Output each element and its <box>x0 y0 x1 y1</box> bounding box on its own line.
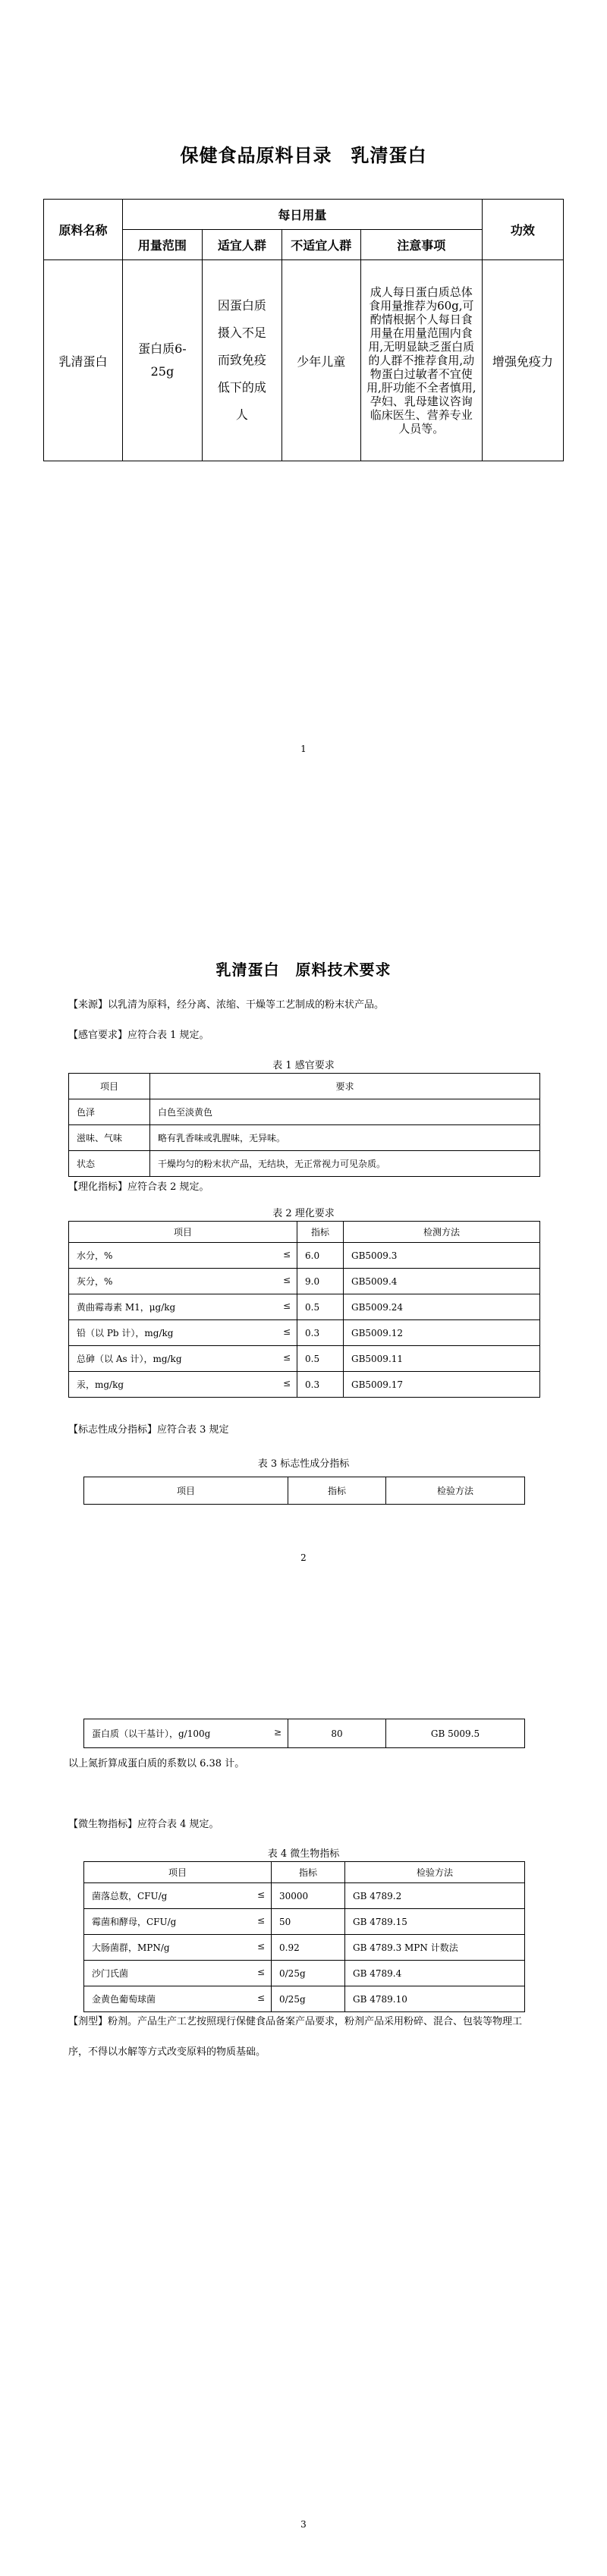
t4-item-text: 菌落总数，CFU/g <box>92 1891 168 1901</box>
t2-op: ≤ <box>282 1352 291 1363</box>
t4-header-limit: 指标 <box>272 1862 345 1883</box>
t4-row-limit: 30000 <box>272 1883 345 1909</box>
t2-header-method: 检测方法 <box>344 1222 540 1243</box>
t2-row-item <box>69 1346 297 1372</box>
t2-row-limit: 0.3 <box>297 1320 344 1346</box>
t3-header-limit: 指标 <box>288 1477 386 1505</box>
t4-row-item <box>84 1883 272 1909</box>
t2-row-method: GB5009.4 <box>344 1269 540 1294</box>
table1-caption: 表 1 感官要求 <box>272 1060 335 1071</box>
header-suitable: 适宜人群 <box>202 230 281 260</box>
t2-op: ≤ <box>282 1301 291 1311</box>
t4-op: ≤ <box>256 1915 265 1926</box>
marker-table <box>83 1477 525 1505</box>
t3-header-method: 检验方法 <box>386 1477 525 1505</box>
t2-op: ≤ <box>282 1249 291 1260</box>
phys-intro: 【理化指标】应符合表 2 规定。 <box>68 1181 209 1193</box>
marker-intro: 【标志性成分指标】应符合表 3 规定 <box>68 1424 229 1436</box>
t4-row-item <box>84 1935 272 1961</box>
t2-row-item <box>69 1269 297 1294</box>
row-effect: 增强免疫力 <box>482 260 563 461</box>
header-name: 原料名称 <box>44 200 123 260</box>
t1-row-req: 白色至淡黄色 <box>150 1099 540 1125</box>
t4-header-item: 项目 <box>84 1862 272 1883</box>
t1-header-item: 项目 <box>69 1074 150 1099</box>
t1-row-req: 略有乳香味或乳腥味，无异味。 <box>150 1125 540 1151</box>
t2-row-limit: 0.5 <box>297 1346 344 1372</box>
page2-title: 乳清蛋白 原料技术要求 <box>215 961 392 979</box>
t4-row-method: GB 4789.10 <box>345 1986 525 2012</box>
page-number-3: 3 <box>300 2519 307 2530</box>
t4-row-method: GB 4789.15 <box>345 1909 525 1935</box>
t2-op: ≤ <box>282 1378 291 1389</box>
t1-row-item: 滋味、气味 <box>69 1125 150 1151</box>
t4-row-limit: 0.92 <box>272 1935 345 1961</box>
t2-row-method: GB5009.17 <box>344 1372 540 1398</box>
t1-header-req: 要求 <box>150 1074 540 1099</box>
row-name: 乳清蛋白 <box>44 260 123 461</box>
phys-table <box>68 1221 540 1398</box>
t4-item-text: 霉菌和酵母，CFU/g <box>92 1917 177 1927</box>
t4-row-item <box>84 1909 272 1935</box>
t4-row-method: GB 4789.4 <box>345 1961 525 1986</box>
page-number-1: 1 <box>300 744 307 754</box>
conversion-note: 以上氮折算成蛋白质的系数以 6.38 计。 <box>68 1758 245 1769</box>
t3-op: ≥ <box>273 1727 281 1738</box>
table3-caption: 表 3 标志性成分指标 <box>257 1458 350 1470</box>
header-range: 用量范围 <box>122 230 202 260</box>
t2-row-limit: 0.3 <box>297 1372 344 1398</box>
t2-item-text: 总砷（以 As 计），mg/kg <box>77 1354 182 1364</box>
t4-op: ≤ <box>256 1967 265 1977</box>
t4-row-limit: 0/25g <box>272 1986 345 2012</box>
t4-row-limit: 50 <box>272 1909 345 1935</box>
t2-header-item: 项目 <box>69 1222 297 1243</box>
micro-table <box>83 1861 525 2012</box>
t3-row-limit: 80 <box>288 1719 386 1748</box>
t2-item-text: 水分，% <box>77 1250 113 1261</box>
catalog-table <box>43 199 564 461</box>
t2-row-item <box>69 1243 297 1269</box>
t2-row-method: GB5009.24 <box>344 1294 540 1320</box>
t2-row-limit: 6.0 <box>297 1243 344 1269</box>
t4-op: ≤ <box>256 1941 265 1952</box>
micro-intro: 【微生物指标】应符合表 4 规定。 <box>68 1819 219 1830</box>
t2-row-limit: 9.0 <box>297 1269 344 1294</box>
t2-row-limit: 0.5 <box>297 1294 344 1320</box>
t3-header-item: 项目 <box>84 1477 288 1505</box>
t3-row-item <box>84 1719 288 1748</box>
t2-op: ≤ <box>282 1326 291 1337</box>
t2-row-item <box>69 1372 297 1398</box>
t3-row-method: GB 5009.5 <box>386 1719 525 1748</box>
row-range: 蛋白质6-25g <box>122 260 202 461</box>
page-number-2: 2 <box>300 1552 307 1563</box>
t1-row-item: 状态 <box>69 1151 150 1177</box>
page1-title: 保健食品原料目录 乳清蛋白 <box>180 144 427 166</box>
t4-item-text: 大肠菌群，MPN/g <box>92 1942 170 1953</box>
t2-op: ≤ <box>282 1275 291 1285</box>
t2-item-text: 铅（以 Pb 计），mg/kg <box>77 1328 174 1338</box>
t4-op: ≤ <box>256 1889 265 1900</box>
table4-caption: 表 4 微生物指标 <box>267 1848 340 1860</box>
t4-row-item <box>84 1961 272 1986</box>
t2-row-method: GB5009.11 <box>344 1346 540 1372</box>
t4-item-text: 金黄色葡萄球菌 <box>92 1994 156 2005</box>
t2-item-text: 黄曲霉毒素 M1，μg/kg <box>77 1302 176 1313</box>
t2-row-item <box>69 1294 297 1320</box>
row-unsuitable: 少年儿童 <box>281 260 360 461</box>
dosage-paragraph: 【剂型】粉剂。产品生产工艺按照现行保健食品备案产品要求，粉剂产品采用粉碎、混合、包装等物理工序，不得以水解等方式改变原料的物质基础。 <box>68 2016 523 2058</box>
row-notes: 成人每日蛋白质总体食用量推荐为60g,可酌情根据个人每日食用量在用量范围内食用,无明显缺乏蛋白质的人群不推荐食用,动物蛋白过敏者不宜使用,肝功能不全者慎用,孕妇、乳母建议咨询临床医生、营养专业人员等。 <box>360 260 482 461</box>
t2-header-limit: 指标 <box>297 1222 344 1243</box>
t2-row-item <box>69 1320 297 1346</box>
t4-row-method: GB 4789.2 <box>345 1883 525 1909</box>
t2-item-text: 汞，mg/kg <box>77 1379 124 1390</box>
t2-row-method: GB5009.12 <box>344 1320 540 1346</box>
header-daily: 每日用量 <box>122 200 482 230</box>
t1-row-req: 干燥均匀的粉末状产品，无结块，无正常视力可见杂质。 <box>150 1151 540 1177</box>
t4-header-method: 检验方法 <box>345 1862 525 1883</box>
table2-caption: 表 2 理化要求 <box>272 1208 335 1219</box>
marker-table-continued <box>83 1719 525 1748</box>
t4-item-text: 沙门氏菌 <box>92 1968 129 1979</box>
t3-item-text: 蛋白质（以干基计），g/100g <box>92 1728 211 1739</box>
header-effect: 功效 <box>482 200 563 260</box>
header-unsuitable: 不适宜人群 <box>281 230 360 260</box>
source-paragraph: 【来源】以乳清为原料，经分离、浓缩、干燥等工艺制成的粉末状产品。 <box>68 999 385 1011</box>
t4-row-limit: 0/25g <box>272 1961 345 1986</box>
row-suitable: 因蛋白质摄入不足而致免疫低下的成人 <box>202 260 281 461</box>
t2-row-method: GB5009.3 <box>344 1243 540 1269</box>
sensory-table <box>68 1073 540 1177</box>
t1-row-item: 色泽 <box>69 1099 150 1125</box>
header-notes: 注意事项 <box>360 230 482 260</box>
sensory-intro: 【感官要求】应符合表 1 规定。 <box>68 1030 209 1041</box>
t2-item-text: 灰分，% <box>77 1276 113 1287</box>
t4-op: ≤ <box>256 1993 265 2003</box>
t4-row-method: GB 4789.3 MPN 计数法 <box>345 1935 525 1961</box>
